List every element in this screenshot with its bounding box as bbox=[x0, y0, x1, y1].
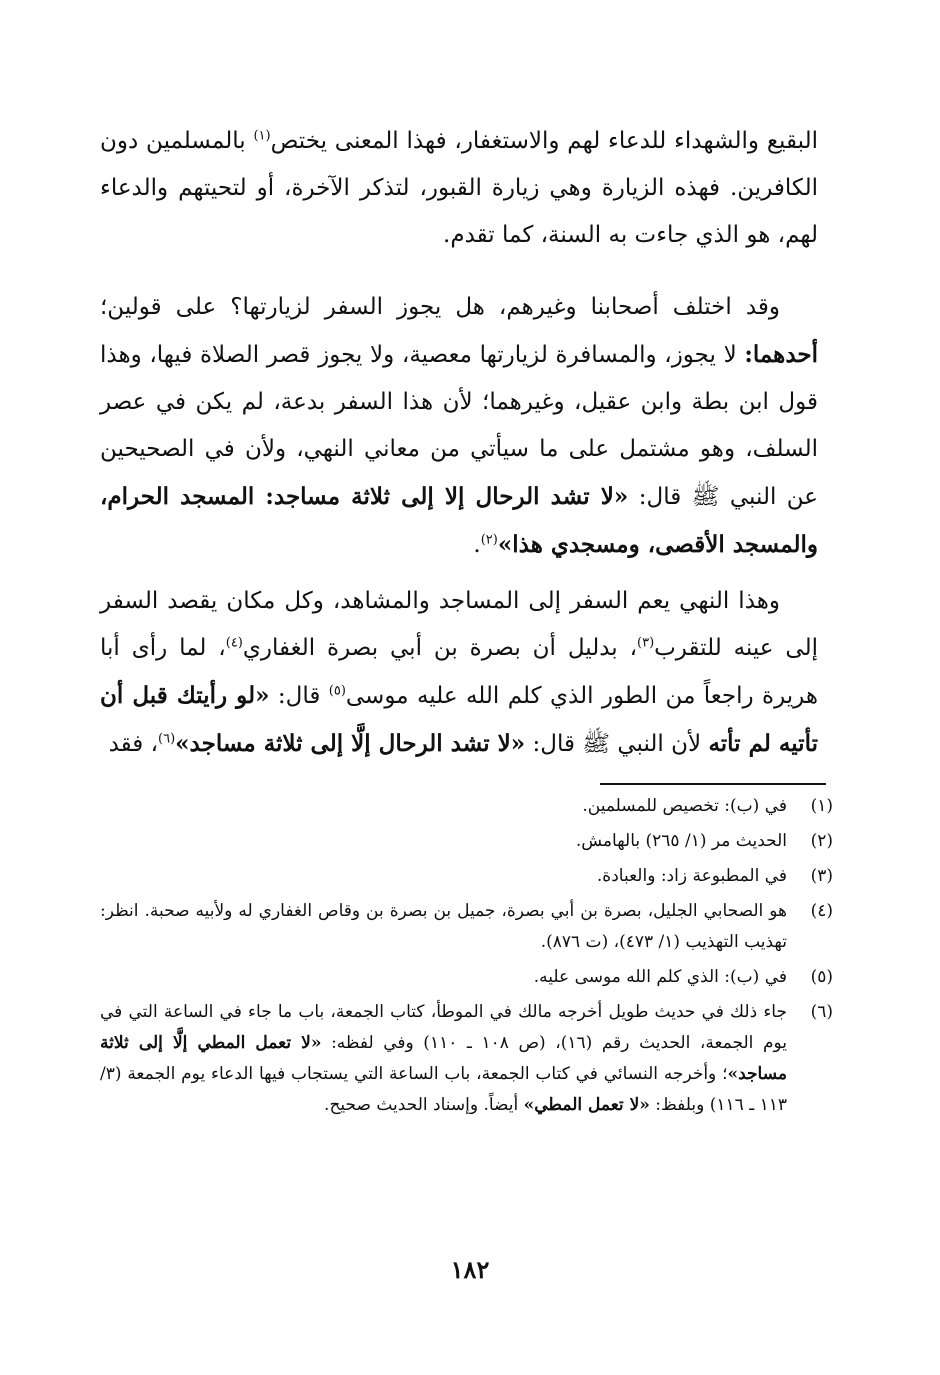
footnote-number: (٣) bbox=[810, 866, 833, 886]
p3-text-c: ، لما رأى أبا هريرة راجعاً من الطور الذي كلم الله عليه موسى bbox=[100, 635, 818, 709]
footnote-ref-4: (٤) bbox=[225, 635, 243, 651]
p3-hadith-quote: «لا تشد الرحال إلَّا إلى ثلاثة مساجد» bbox=[175, 730, 526, 757]
footnote-number: (٦) bbox=[810, 1002, 833, 1022]
p1-text-a: البقيع والشهداء للدعاء لهم والاستغفار، فهذا المعنى يختص bbox=[270, 128, 818, 154]
footnote-ref-3: (٣) bbox=[637, 635, 655, 651]
p2-first-opinion-label: أحدهما: bbox=[744, 341, 818, 368]
footnote-text: في (ب): تخصيص للمسلمين. bbox=[582, 796, 787, 816]
p3-text-h: ، فقد bbox=[108, 731, 159, 757]
footnotes bbox=[100, 791, 833, 1125]
p3-text-b: ، بدليل أن بصرة بن أبي بصرة الغفاري bbox=[242, 635, 638, 661]
footnote-separator bbox=[600, 783, 826, 785]
p1-text-b: بالمسلمين دون الكافرين. فهذه الزيارة وهي زيارة القبور، لتذكر الآخرة، أو لتحيتهم والدعاء لهم، هو الذي جاءت به السنة، كما تقدم. bbox=[100, 128, 818, 248]
footnote-text bbox=[100, 997, 787, 1121]
p2-text-a: وقد اختلف أصحابنا وغيرهم، هل يجوز السفر لزيارتها؟ على قولين؛ bbox=[100, 294, 780, 320]
footnote-2 bbox=[100, 826, 833, 857]
footnote-text: في (ب): الذي كلم الله موسى عليه. bbox=[533, 967, 787, 987]
p3-quote-abu-basra: «لو رأيتك قبل أن تأتيه لم تأته bbox=[100, 682, 818, 757]
footnote-number: (٢) bbox=[810, 831, 833, 851]
fn6-text-e: أيضاً. وإسناد الحديث صحيح. bbox=[324, 1095, 524, 1115]
p3-text-d: قال: bbox=[269, 683, 329, 709]
footnote-text: هو الصحابي الجليل، بصرة بن أبي بصرة، جميل بن بصرة بن وقاص الغفاري له ولأبيه صحبة. انظر: تهذيب التهذيب (١/ ٤٧٣)، (ت ٨٧٦). bbox=[100, 901, 787, 952]
page-number: ١٨٢ bbox=[450, 1255, 490, 1284]
footnote-ref-6: (٦) bbox=[158, 731, 176, 747]
footnote-number: (١) bbox=[810, 796, 833, 816]
fn6-text-c: ؛ وأخرجه النسائي في كتاب الجمعة، باب الساعة التي يستجاب فيها الدعاء يوم الجمعة (٣/ ١١٣ ـ ١١٦) وبلفظ: bbox=[100, 1064, 787, 1115]
fn6-text-a: جاء ذلك في حديث طويل أخرجه مالك في الموطأ، كتاب الجمعة، باب ما جاء في الساعة التي في يوم الجمعة، الحديث رقم (١٦)، (ص ١٠٨ ـ ١١٠) وفي لفظه: bbox=[100, 1002, 787, 1053]
footnote-3 bbox=[100, 861, 833, 892]
p3-text-f: لأن النبي ﷺ قال: bbox=[525, 731, 709, 757]
footnote-5 bbox=[100, 962, 833, 993]
footnote-ref-1: (١) bbox=[253, 128, 271, 144]
fn6-quote-malik: «لا تعمل المطي إلَّا إلى ثلاثة مساجد» bbox=[100, 1033, 787, 1084]
paragraph-2 bbox=[100, 284, 818, 569]
p2-text-e: . bbox=[473, 532, 481, 558]
paragraph-3-text bbox=[100, 578, 818, 768]
p2-text-c: لا يجوز، والمسافرة لزيارتها معصية، ولا يجوز قصر الصلاة فيها، وهذا قول ابن بطة وابن عقيل، وغيرهما؛ لأن هذا السفر بدعة، لم يكن في عصر السلف، وهو مشتمل على ما سيأتي من معاني النهي، ولأن في الصحيحين عن النبي ﷺ قال: bbox=[100, 342, 819, 510]
footnote-ref-5: (٥) bbox=[328, 683, 346, 699]
footnote-1 bbox=[100, 791, 833, 822]
footnote-number: (٥) bbox=[810, 967, 833, 987]
paragraph-3 bbox=[100, 578, 818, 768]
footnote-text: الحديث مر (١/ ٢٦٥) بالهامش. bbox=[575, 831, 787, 851]
p3-text-a: وهذا النهي يعم السفر إلى المساجد والمشاهد، وكل مكان يقصد السفر إلى عينه للتقرب bbox=[100, 588, 818, 661]
footnote-4 bbox=[100, 896, 833, 958]
paragraph-1-text bbox=[100, 118, 818, 259]
paragraph-2-text bbox=[100, 284, 818, 569]
p2-hadith-quote: «لا تشد الرحال إلا إلى ثلاثة مساجد: المسجد الحرام، والمسجد الأقصى، ومسجدي هذا» bbox=[100, 483, 818, 558]
footnote-number: (٤) bbox=[810, 901, 833, 921]
footnote-text: في المطبوعة زاد: والعبادة. bbox=[596, 866, 787, 886]
footnote-ref-2: (٢) bbox=[480, 532, 498, 548]
footnote-6 bbox=[100, 997, 833, 1121]
fn6-quote-nasai: «لا تعمل المطي» bbox=[523, 1095, 650, 1115]
paragraph-1 bbox=[100, 118, 818, 259]
